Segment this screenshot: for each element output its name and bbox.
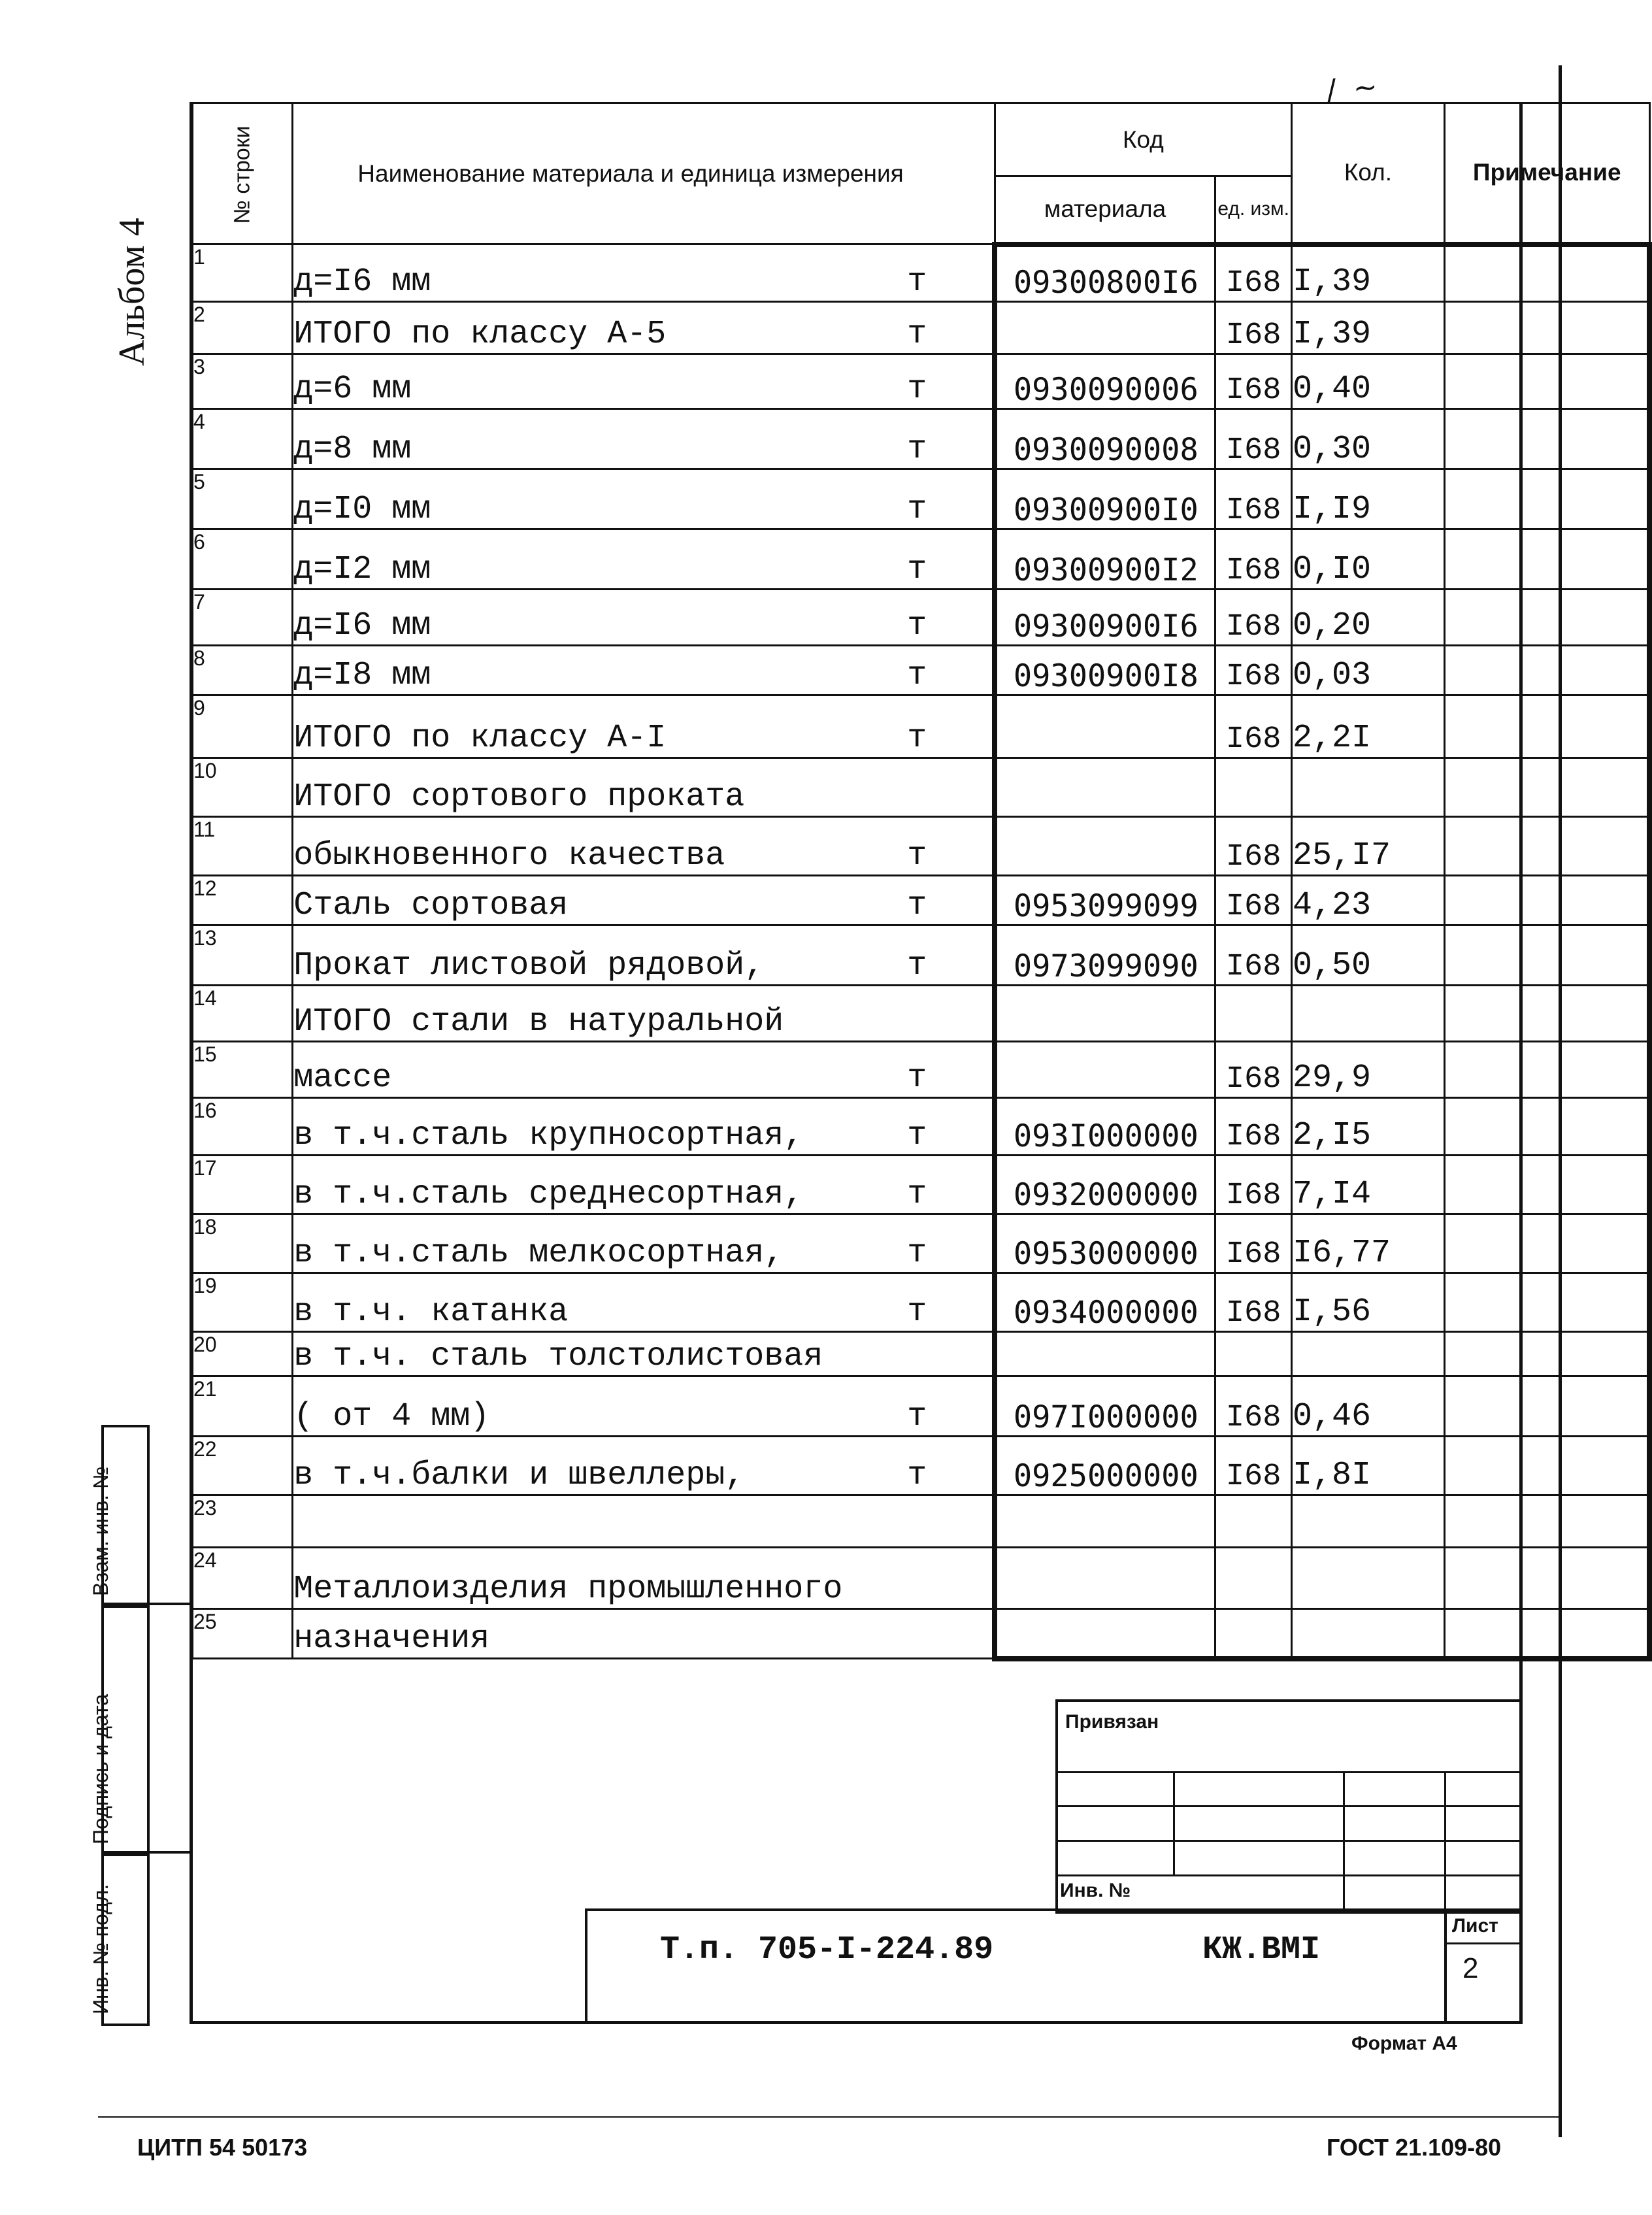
inv-no-label: Инв. №: [1060, 1880, 1131, 1901]
material-name: [293, 876, 995, 925]
table-row: [193, 758, 1650, 817]
material-code: [995, 1548, 1215, 1609]
material-code: 093I000000: [995, 1098, 1215, 1156]
row-number: 24: [193, 1548, 293, 1609]
material-code: 0925000000: [995, 1437, 1215, 1495]
row-number: 5: [193, 469, 293, 529]
material-name: [293, 1042, 995, 1098]
row-number: 9: [193, 695, 293, 758]
material-name-text: в т.ч.балки и швеллеры,: [293, 1457, 745, 1494]
material-name-text: Сталь сортовая: [293, 887, 569, 924]
stamp-line: [147, 1851, 191, 1854]
material-name: [293, 409, 995, 469]
quantity: [1292, 1332, 1445, 1376]
table-row: [193, 1156, 1650, 1214]
material-unit-text: т: [907, 1293, 927, 1331]
material-unit-text: т: [907, 837, 927, 874]
material-name-text: ( от 4 мм): [293, 1398, 490, 1435]
material-name: [293, 1495, 995, 1548]
table-row: [193, 244, 1650, 302]
quantity: 29,9: [1292, 1042, 1445, 1098]
unit-code: I68: [1215, 876, 1292, 925]
row-number: 7: [193, 590, 293, 646]
material-name: [293, 758, 995, 817]
table-row: [193, 1376, 1650, 1437]
footer-rule: [98, 2116, 1562, 2118]
quantity: 25,I7: [1292, 817, 1445, 876]
material-code: 0953000000: [995, 1214, 1215, 1273]
row-number: 1: [193, 244, 293, 302]
row-number: 8: [193, 646, 293, 695]
material-code: [995, 1609, 1215, 1659]
unit-code: I68: [1215, 1098, 1292, 1156]
note-cell: [1444, 590, 1649, 646]
format-label: Формат А4: [1351, 2033, 1457, 2054]
tb-vline: [1444, 1908, 1447, 2021]
table-row: [193, 646, 1650, 695]
quantity: 4,23: [1292, 876, 1445, 925]
unit-code: I68: [1215, 409, 1292, 469]
note-cell: [1444, 244, 1649, 302]
unit-code: I68: [1215, 529, 1292, 590]
header-row-no: № строки: [193, 103, 293, 244]
material-name: [293, 302, 995, 354]
quantity: [1292, 986, 1445, 1042]
table-row: [193, 695, 1650, 758]
unit-code: I68: [1215, 244, 1292, 302]
row-number: 2: [193, 302, 293, 354]
material-name: [293, 529, 995, 590]
material-unit-text: т: [907, 1235, 927, 1272]
quantity: 7,I4: [1292, 1156, 1445, 1214]
material-name-text: в т.ч.сталь крупносортная,: [293, 1117, 804, 1154]
material-name: [293, 1098, 995, 1156]
material-unit-text: т: [907, 887, 927, 924]
stamp-vzam-inv: Взам. инв. №: [101, 1425, 150, 1608]
material-code: 097I000000: [995, 1376, 1215, 1437]
sheet-number: 2: [1462, 1952, 1479, 1984]
tb-line: [1444, 1942, 1519, 1944]
note-cell: [1444, 1214, 1649, 1273]
table-row: [193, 817, 1650, 876]
material-code: [995, 1495, 1215, 1548]
row-number: 20: [193, 1332, 293, 1376]
note-cell: [1444, 1376, 1649, 1437]
material-name: [293, 986, 995, 1042]
header-name: Наименование материала и единица измерения: [293, 103, 995, 244]
quantity: [1292, 758, 1445, 817]
note-cell: [1444, 1495, 1649, 1548]
table-row: [193, 1495, 1650, 1548]
quantity: [1292, 1609, 1445, 1659]
material-unit-text: т: [907, 371, 927, 408]
material-unit-text: т: [907, 1117, 927, 1154]
material-name-text: массе: [293, 1059, 392, 1097]
unit-code: I68: [1215, 1042, 1292, 1098]
material-code: 09300900I8: [995, 646, 1215, 695]
material-name: [293, 1332, 995, 1376]
material-name-text: назначения: [293, 1620, 490, 1657]
sheet-label: Лист: [1452, 1915, 1498, 1937]
materials-table: [191, 102, 1652, 1661]
material-name-text: ИТОГО по классу А-5: [293, 316, 667, 353]
privyazan-label: Привязан: [1065, 1711, 1159, 1733]
material-name: [293, 244, 995, 302]
row-number: 17: [193, 1156, 293, 1214]
unit-code: [1215, 986, 1292, 1042]
material-name: [293, 1609, 995, 1659]
top-mark: / ~: [1325, 70, 1383, 107]
header-code-unit: ед. изм.: [1215, 176, 1292, 244]
tb-line: [1055, 1771, 1519, 1773]
material-code: 0930090008: [995, 409, 1215, 469]
note-cell: [1444, 986, 1649, 1042]
material-code: [995, 817, 1215, 876]
row-number: 10: [193, 758, 293, 817]
material-name-text: д=I2 мм: [293, 551, 431, 588]
unit-code: [1215, 758, 1292, 817]
tb-vline: [1343, 1771, 1345, 1908]
tb-line: [1055, 1805, 1519, 1807]
unit-code: I68: [1215, 302, 1292, 354]
unit-code: I68: [1215, 1214, 1292, 1273]
quantity: I,56: [1292, 1273, 1445, 1332]
table-row: [193, 302, 1650, 354]
row-number: 21: [193, 1376, 293, 1437]
quantity: I6,77: [1292, 1214, 1445, 1273]
table-row: [193, 1437, 1650, 1495]
table-row: [193, 1609, 1650, 1659]
material-name: [293, 1548, 995, 1609]
unit-code: I68: [1215, 817, 1292, 876]
material-code: 0934000000: [995, 1273, 1215, 1332]
quantity: 0,50: [1292, 925, 1445, 986]
material-code: 0932000000: [995, 1156, 1215, 1214]
unit-code: I68: [1215, 1273, 1292, 1332]
unit-code: I68: [1215, 1437, 1292, 1495]
material-code: [995, 1042, 1215, 1098]
material-name: [293, 817, 995, 876]
header-qty: Кол.: [1292, 103, 1445, 244]
note-cell: [1444, 302, 1649, 354]
material-unit-text: т: [907, 431, 927, 468]
material-name: [293, 1376, 995, 1437]
material-name-text: в т.ч. сталь толстолистовая: [293, 1338, 823, 1375]
material-name-text: Прокат листовой рядовой,: [293, 947, 765, 984]
note-cell: [1444, 469, 1649, 529]
unit-code: [1215, 1548, 1292, 1609]
row-number: 25: [193, 1609, 293, 1659]
material-name: [293, 1437, 995, 1495]
material-unit-text: т: [907, 1398, 927, 1435]
note-cell: [1444, 1098, 1649, 1156]
quantity: [1292, 1495, 1445, 1548]
material-name-text: д=I6 мм: [293, 607, 431, 644]
material-code: 0973099090: [995, 925, 1215, 986]
material-name-text: в т.ч.сталь мелкосортная,: [293, 1235, 784, 1272]
table-row: [193, 876, 1650, 925]
table-row: [193, 1332, 1650, 1376]
material-code: 0930090006: [995, 354, 1215, 409]
table-row: [193, 986, 1650, 1042]
table-row: [193, 529, 1650, 590]
note-cell: [1444, 646, 1649, 695]
note-cell: [1444, 1609, 1649, 1659]
table-row: [193, 1098, 1650, 1156]
table-row: [193, 469, 1650, 529]
material-code: 09300900I0: [995, 469, 1215, 529]
unit-code: [1215, 1332, 1292, 1376]
unit-code: I68: [1215, 1376, 1292, 1437]
row-number: 16: [193, 1098, 293, 1156]
note-cell: [1444, 529, 1649, 590]
row-number: 4: [193, 409, 293, 469]
row-number: 14: [193, 986, 293, 1042]
note-cell: [1444, 1332, 1649, 1376]
material-name-text: ИТОГО стали в натуральной: [293, 1003, 784, 1041]
material-code: 09300900I2: [995, 529, 1215, 590]
table-row: [193, 590, 1650, 646]
material-unit-text: т: [907, 657, 927, 694]
material-unit-text: т: [907, 316, 927, 353]
row-number: 23: [193, 1495, 293, 1548]
material-unit-text: т: [907, 607, 927, 644]
stamp-divider: [147, 1425, 150, 2023]
tb-vline: [1173, 1771, 1175, 1874]
material-unit-text: т: [907, 1176, 927, 1213]
quantity: I,39: [1292, 244, 1445, 302]
row-number: 19: [193, 1273, 293, 1332]
material-name: [293, 695, 995, 758]
unit-code: [1215, 1609, 1292, 1659]
unit-code: I68: [1215, 469, 1292, 529]
row-number: 6: [193, 529, 293, 590]
material-unit-text: т: [907, 720, 927, 757]
unit-code: I68: [1215, 354, 1292, 409]
quantity: 0,46: [1292, 1376, 1445, 1437]
footer-left: ЦИТП 54 50173: [137, 2134, 308, 2161]
note-cell: [1444, 925, 1649, 986]
note-cell: [1444, 695, 1649, 758]
quantity: 0,03: [1292, 646, 1445, 695]
quantity: 0,20: [1292, 590, 1445, 646]
note-cell: [1444, 758, 1649, 817]
tb-vline: [1444, 1771, 1446, 1908]
material-unit-text: т: [907, 491, 927, 528]
material-code: [995, 986, 1215, 1042]
table-row: [193, 1214, 1650, 1273]
material-name-text: д=I0 мм: [293, 491, 431, 528]
note-cell: [1444, 1437, 1649, 1495]
note-cell: [1444, 1042, 1649, 1098]
unit-code: I68: [1215, 646, 1292, 695]
material-name-text: д=I8 мм: [293, 657, 431, 694]
material-code: 09300900I6: [995, 590, 1215, 646]
material-name: [293, 646, 995, 695]
unit-code: I68: [1215, 695, 1292, 758]
unit-code: I68: [1215, 1156, 1292, 1214]
quantity: 2,I5: [1292, 1098, 1445, 1156]
album-label: Альбом 4: [112, 218, 152, 366]
material-name-text: ИТОГО сортового проката: [293, 778, 745, 816]
header-code: Код: [995, 103, 1291, 176]
quantity: I,39: [1292, 302, 1445, 354]
table-row: [193, 1273, 1650, 1332]
material-name: [293, 1214, 995, 1273]
note-cell: [1444, 1273, 1649, 1332]
note-cell: [1444, 409, 1649, 469]
material-code: 09300800I6: [995, 244, 1215, 302]
material-name: [293, 925, 995, 986]
document-designation: Т.п. 705-I-224.89: [660, 1931, 994, 1969]
row-number: 18: [193, 1214, 293, 1273]
material-name: [293, 469, 995, 529]
material-name: [293, 354, 995, 409]
row-number: 13: [193, 925, 293, 986]
table-row: [193, 925, 1650, 986]
quantity: 2,2I: [1292, 695, 1445, 758]
quantity: I,8I: [1292, 1437, 1445, 1495]
material-name-text: в т.ч.сталь среднесортная,: [293, 1176, 804, 1213]
header-note: Примечание: [1444, 103, 1649, 244]
material-unit-text: т: [907, 263, 927, 301]
table-row: [193, 409, 1650, 469]
material-unit-text: т: [907, 551, 927, 588]
table-row: [193, 1042, 1650, 1098]
row-number: 15: [193, 1042, 293, 1098]
note-cell: [1444, 1156, 1649, 1214]
header-code-material: материала: [995, 176, 1215, 244]
row-number: 11: [193, 817, 293, 876]
quantity: I,I9: [1292, 469, 1445, 529]
material-name: [293, 1156, 995, 1214]
material-name-text: д=6 мм: [293, 371, 412, 408]
material-code: [995, 302, 1215, 354]
footer-right: ГОСТ 21.109-80: [1327, 2134, 1502, 2161]
row-number: 3: [193, 354, 293, 409]
material-unit-text: т: [907, 1059, 927, 1097]
tb-line: [1055, 1874, 1519, 1876]
material-code: 0953099099: [995, 876, 1215, 925]
note-cell: [1444, 817, 1649, 876]
quantity: 0,I0: [1292, 529, 1445, 590]
material-unit-text: т: [907, 947, 927, 984]
quantity: [1292, 1548, 1445, 1609]
unit-code: I68: [1215, 590, 1292, 646]
table-row: [193, 354, 1650, 409]
material-code: [995, 695, 1215, 758]
material-name-text: д=8 мм: [293, 431, 412, 468]
material-name-text: д=I6 мм: [293, 263, 431, 301]
material-code: [995, 1332, 1215, 1376]
stamp-line: [147, 1603, 191, 1605]
material-unit-text: т: [907, 1457, 927, 1494]
unit-code: I68: [1215, 925, 1292, 986]
row-number: 22: [193, 1437, 293, 1495]
material-code: [995, 758, 1215, 817]
material-name: [293, 1273, 995, 1332]
material-name-text: Металлоизделия промышленного: [293, 1571, 843, 1608]
quantity: 0,30: [1292, 409, 1445, 469]
document-mark: КЖ.ВМI: [1202, 1931, 1321, 1969]
stamp-podpis-data: Подпись и дата: [101, 1603, 150, 1856]
tb-line: [1055, 1840, 1519, 1842]
row-number: 12: [193, 876, 293, 925]
material-name-text: обыкновенного качества: [293, 837, 725, 874]
note-cell: [1444, 1548, 1649, 1609]
material-name: [293, 590, 995, 646]
quantity: 0,40: [1292, 354, 1445, 409]
table-row: [193, 1548, 1650, 1609]
material-name-text: в т.ч. катанка: [293, 1293, 569, 1331]
material-name-text: ИТОГО по классу А-I: [293, 720, 667, 757]
stamp-inv-podl: Инв. № подл.: [101, 1851, 150, 2026]
note-cell: [1444, 876, 1649, 925]
unit-code: [1215, 1495, 1292, 1548]
note-cell: [1444, 354, 1649, 409]
